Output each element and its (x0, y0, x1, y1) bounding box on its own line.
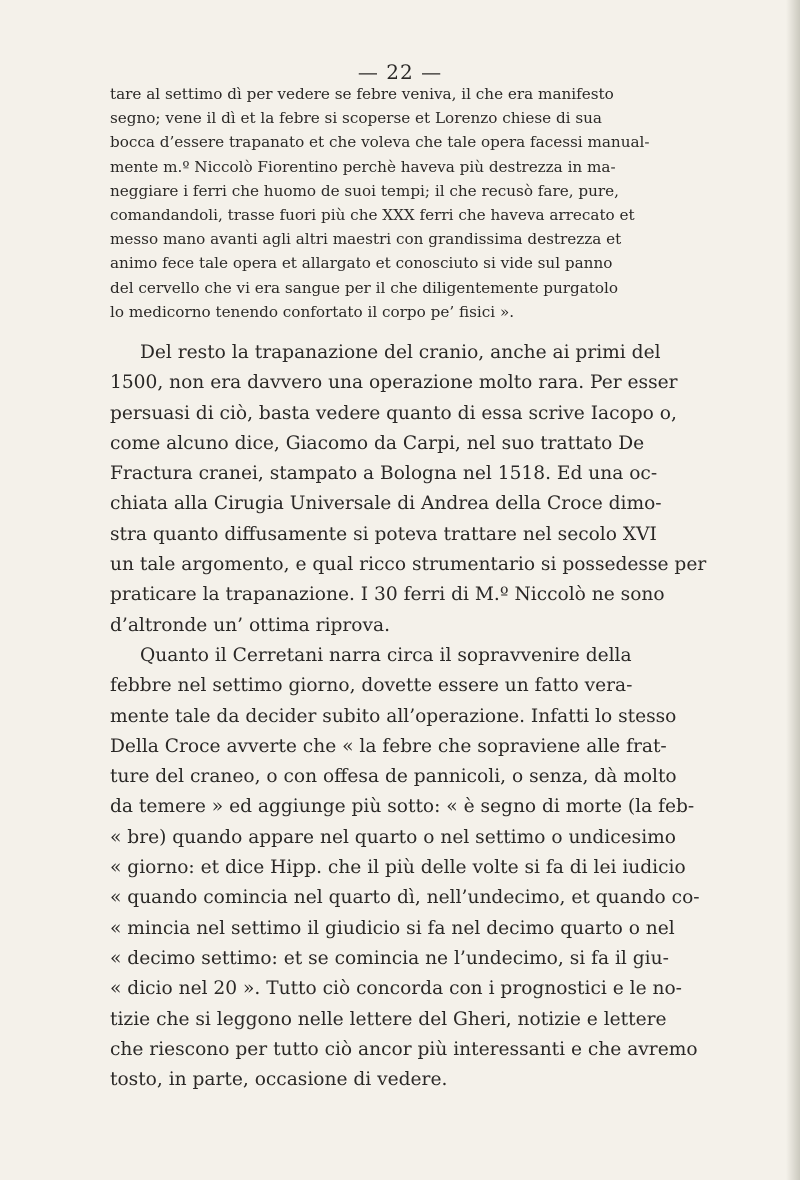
paragraph-line: tizie che si leggono nelle lettere del Gheri, notizie e lettere (110, 1008, 667, 1030)
paragraph-line: che riescono per tutto ciò ancor più interessanti e che avremo (110, 1038, 698, 1060)
paragraph-line: 1500, non era davvero una operazione molto rara. Per esser (110, 372, 678, 394)
paragraph-line: mente tale da decider subito all’operazione. Infatti lo stesso (110, 705, 677, 727)
paragraph-line: persuasi di ciò, basta vedere quanto di essa scrive Iacopo o, (110, 402, 677, 424)
paragraph-line: d’altronde un’ ottima riprova. (110, 614, 390, 636)
quote-line: neggiare i ferri che huomo de suoi tempi; il che recusò fare, pure, (110, 181, 619, 200)
paragraph-line: « giorno: et dice Hipp. che il più delle volte si fa di lei iudicio (110, 857, 686, 879)
page-number: — 22 — (357, 60, 443, 84)
paragraph-line: praticare la trapanazione. I 30 ferri di M.º Niccolò ne sono (110, 584, 665, 606)
quote-line: mente m.º Niccolò Fiorentino perchè haveva più destrezza in ma- (110, 157, 616, 176)
paragraph-line: Fractura cranei, stampato a Bologna nel 1518. Ed una oc- (110, 463, 658, 485)
paragraph-line: da temere » ed aggiunge più sotto: « è segno di morte (la feb- (110, 796, 695, 818)
quote-line: messo mano avanti agli altri maestri con grandissima destrezza et (110, 230, 622, 249)
paragraph-line: « mincia nel settimo il giudicio si fa nel decimo quarto o nel (110, 917, 675, 939)
paragraph-line: tosto, in parte, occasione di vedere. (110, 1069, 448, 1091)
paragraph-line: « dicio nel 20 ». Tutto ciò concorda con i prognostici e le no- (110, 978, 682, 1000)
paragraph-line: un tale argomento, e qual ricco strumentario si possedesse per (110, 554, 707, 576)
paragraph-line: come alcuno dice, Giacomo da Carpi, nel suo trattato De (110, 432, 645, 454)
quote-line: lo medicorno tenendo confortato il corpo pe’ fisici ». (110, 302, 515, 321)
page-edge-shadow (786, 0, 800, 1180)
paragraph-line: Del resto la trapanazione del cranio, anche ai primi del (140, 342, 661, 363)
paragraph-line: « bre) quando appare nel quarto o nel settimo o undicesimo (110, 826, 676, 848)
paragraph-line: ture del craneo, o con offesa de pannicoli, o senza, dà molto (110, 766, 677, 788)
quote-line: tare al settimo dì per vedere se febre veniva, il che era manifesto (110, 85, 614, 103)
paragraph-line: Della Croce avverte che « la febre che sopraviene alle frat- (110, 735, 667, 757)
quote-line: segno; vene il dì et la febre si scoperse et Lorenzo chiese di sua (110, 109, 602, 128)
paragraph-line: « quando comincia nel quarto dì, nell’undecimo, et quando co- (110, 887, 700, 909)
quote-line: animo fece tale opera et allargato et conosciuto si vide sul panno (110, 254, 613, 273)
quote-line: del cervello che vi era sangue per il che diligentemente purgatolo (110, 278, 619, 297)
quote-line: bocca d’essere trapanato et che voleva che tale opera facessi manual- (110, 133, 650, 152)
quoted-passage (110, 82, 718, 324)
body-text (110, 338, 720, 1095)
paragraph-line: stra quanto diffusamente si poteva trattare nel secolo XVI (110, 523, 657, 545)
quote-line: comandandoli, trasse fuori più che XXX ferri che haveva arrecato et (110, 206, 635, 225)
paragraph-line: chiata alla Cirugia Universale di Andrea della Croce dimo- (110, 493, 662, 515)
paragraph-line: « decimo settimo: et se comincia ne l’undecimo, si fa il giu- (110, 947, 669, 969)
paragraph-line: febbre nel settimo giorno, dovette essere un fatto vera- (110, 675, 633, 697)
paragraph-line: Quanto il Cerretani narra circa il sopravvenire della (140, 644, 632, 666)
